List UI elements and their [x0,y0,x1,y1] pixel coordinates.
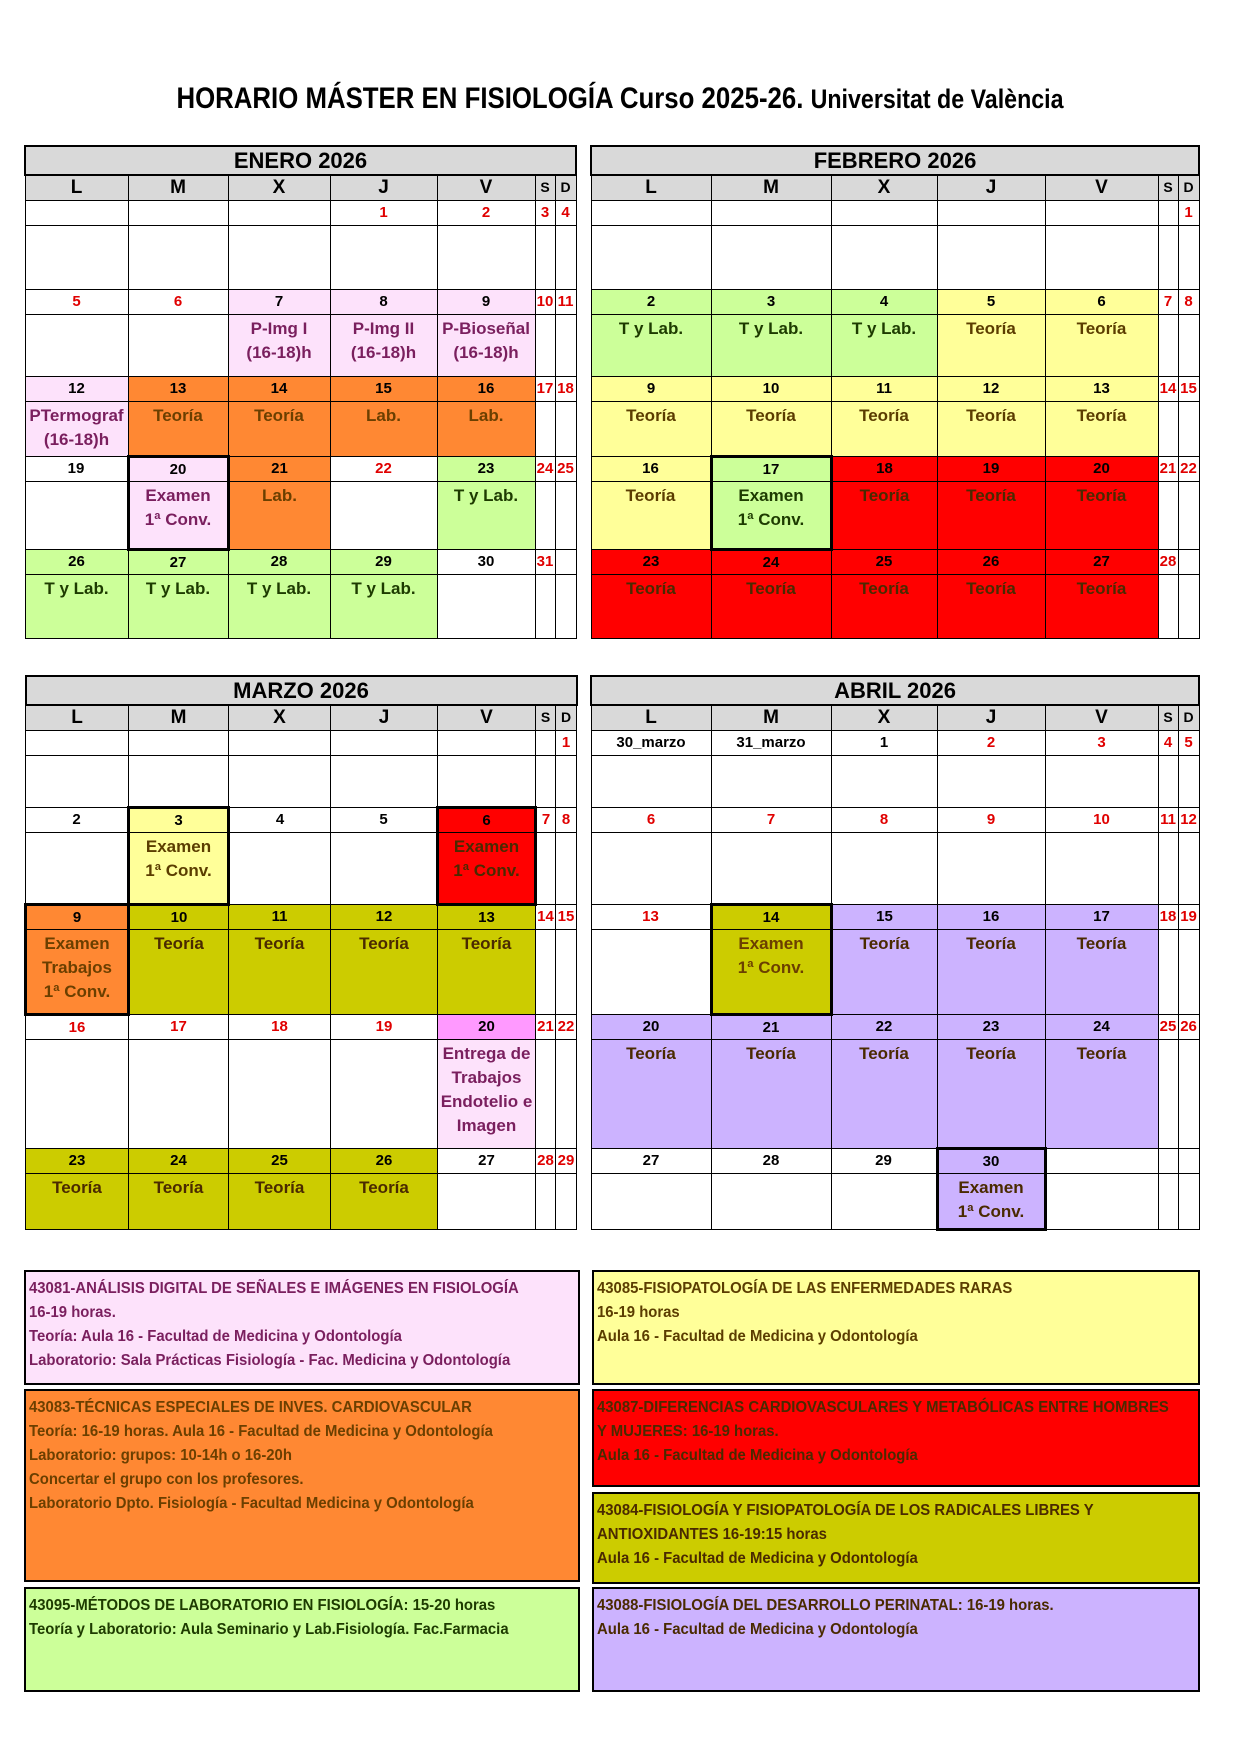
day-number: 12 [1178,807,1199,832]
session-cell: Teoría [1045,574,1158,638]
exam-cell: Examen 1ª Conv. [711,929,831,1014]
session-cell: P-Img I (16-18)h [228,314,330,376]
session-cell: T y Lab. [128,574,228,638]
day-number: 24 [129,1148,229,1173]
exam-cell: Examen 1ª Conv. [937,1173,1045,1229]
session-cell: Lab. [437,401,535,456]
session-cell: Teoría [937,1039,1045,1148]
day-number: 4 [831,289,937,314]
day-number: 10 [1045,807,1158,832]
day-number: 15 [831,904,937,929]
day-number: 30_marzo [591,730,711,755]
day-number: 3 [535,200,555,225]
day-number: 22 [1178,456,1199,481]
day-number: 20 [438,1014,536,1039]
day-number: 18 [555,376,576,401]
day-number: 23 [937,1014,1045,1039]
weekday-header: D [1178,175,1199,200]
session-cell: Teoría [229,1173,331,1229]
day-number: 3 [1045,730,1158,755]
day-number: 9 [937,807,1045,832]
day-number [25,200,128,225]
day-number: 31_marzo [711,730,831,755]
exam-cell: Examen 1ª Conv. [711,481,831,549]
weekday-header: V [1045,705,1158,730]
session-cell: Teoría [1045,481,1158,549]
session-cell: Teoría [438,929,536,1014]
day-number: 9 [26,904,129,929]
day-number: 21 [536,1014,556,1039]
day-number [128,200,228,225]
day-number: 19 [331,1014,438,1039]
weekday-header: V [438,705,536,730]
session-cell: Teoría [831,401,937,456]
day-number: 16 [26,1014,129,1039]
weekday-header: L [591,705,711,730]
day-number: 14 [1158,376,1178,401]
day-number: 27 [1045,549,1158,574]
day-number: 13 [128,376,228,401]
session-cell: Teoría [831,929,937,1014]
day-number: 2 [437,200,535,225]
day-number: 5 [331,807,438,832]
calendar-febrero [590,145,1200,639]
day-number: 25 [1158,1014,1178,1039]
day-number: 19 [25,456,128,481]
day-number: 7 [536,807,556,832]
session-cell: Teoría [711,1039,831,1148]
day-number: 30 [437,549,535,574]
day-number: 18 [229,1014,331,1039]
day-number: 10 [129,904,229,929]
day-number: 23 [26,1148,129,1173]
session-cell: P-Img II (16-18)h [330,314,437,376]
day-number: 31 [535,549,555,574]
session-cell: Teoría [1045,929,1158,1014]
day-number: 24 [535,456,555,481]
day-number: 5 [1178,730,1199,755]
day-number: 16 [591,456,711,481]
weekday-header: J [937,175,1045,200]
day-number: 21 [711,1014,831,1039]
session-cell: T y Lab. [228,574,330,638]
page-title: HORARIO MÁSTER EN FISIOLOGÍA Curso 2025-26. Universitat de València [176,82,1064,115]
session-cell: Teoría [591,1039,711,1148]
legend-43083: 43083-TÉCNICAS ESPECIALES DE INVES. CARDIOVASCULAR Teoría: 16-19 horas. Aula 16 - Facultad de Medicina y Odontología Laboratorio: grupos: 10-14h o 16-20h Concertar el grupo con los profesores. Laboratorio Dpto. Fisiología - Facultad Medicina y Odontología [24,1389,580,1582]
day-number: 23 [437,456,535,481]
day-number: 13 [1045,376,1158,401]
weekday-header: L [25,175,128,200]
session-cell: Teoría [128,401,228,456]
session-cell: Teoría [591,481,711,549]
day-number: 11 [555,289,576,314]
day-number: 8 [556,807,577,832]
session-cell: T y Lab. [25,574,128,638]
weekday-header: D [1178,705,1199,730]
day-number: 29 [330,549,437,574]
day-number: 2 [937,730,1045,755]
day-number [228,200,330,225]
session-cell: Teoría [937,481,1045,549]
day-number: 15 [556,904,577,929]
day-number: 14 [228,376,330,401]
day-number: 19 [937,456,1045,481]
day-number: 8 [1178,289,1199,314]
day-number: 21 [1158,456,1178,481]
day-number: 16 [437,376,535,401]
session-cell: Teoría [1045,1039,1158,1148]
day-number: 12 [937,376,1045,401]
exam-cell: Examen 1ª Conv. [438,832,536,904]
weekday-header: X [831,175,937,200]
session-cell: Teoría [229,929,331,1014]
month-title: ENERO 2026 [25,146,576,175]
day-number: 9 [437,289,535,314]
session-cell: T y Lab. [330,574,437,638]
day-number: 30 [937,1148,1045,1173]
weekday-header: S [535,175,555,200]
session-cell: Teoría [1045,314,1158,376]
day-number: 28 [228,549,330,574]
day-number: 11 [1158,807,1178,832]
day-number: 2 [26,807,129,832]
day-number: 20 [591,1014,711,1039]
day-number: 3 [129,807,229,832]
weekday-header: D [555,175,576,200]
day-number: 17 [1045,904,1158,929]
session-cell: Teoría [591,401,711,456]
session-cell: Teoría [831,1039,937,1148]
weekday-header: S [536,705,556,730]
day-number: 7 [1158,289,1178,314]
weekday-header: X [831,705,937,730]
weekday-header: S [1158,175,1178,200]
calendar-marzo [24,675,578,1230]
calendar-abril [590,675,1200,1231]
day-number: 7 [711,807,831,832]
calendar-enero [24,145,577,639]
weekday-header: L [26,705,129,730]
day-number: 12 [25,376,128,401]
session-cell: Teoría [937,314,1045,376]
day-number: 3 [711,289,831,314]
day-number: 8 [831,807,937,832]
day-number: 19 [1178,904,1199,929]
weekday-header: S [1158,705,1178,730]
weekday-header: M [128,175,228,200]
day-number: 25 [229,1148,331,1173]
day-number: 18 [831,456,937,481]
weekday-header: M [711,175,831,200]
day-number: 6 [1045,289,1158,314]
weekday-header: D [556,705,577,730]
session-cell: Teoría [331,1173,438,1229]
session-cell: Teoría [831,574,937,638]
day-number: 1 [330,200,437,225]
weekday-header: V [1045,175,1158,200]
day-number: 1 [831,730,937,755]
day-number: 10 [535,289,555,314]
day-number: 14 [711,904,831,929]
deadline-cell: Entrega de Trabajos Endotelio e Imagen [438,1039,536,1148]
day-number: 14 [536,904,556,929]
day-number: 21 [228,456,330,481]
month-title: ABRIL 2026 [591,676,1199,705]
weekday-header: J [331,705,438,730]
exam-cell: Examen 1ª Conv. [128,481,228,549]
day-number: 4 [229,807,331,832]
exam-cell: Examen 1ª Conv. [129,832,229,904]
day-number: 11 [831,376,937,401]
day-number: 18 [1158,904,1178,929]
session-cell: PTermograf (16-18)h [25,401,128,456]
day-number: 27 [438,1148,536,1173]
session-cell: Teoría [831,481,937,549]
session-cell: T y Lab. [831,314,937,376]
legend-43081: 43081-ANÁLISIS DIGITAL DE SEÑALES E IMÁGENES EN FISIOLOGÍA 16-19 horas. Teoría: Aula 16 - Facultad de Medicina y Odontología Laboratorio: Sala Prácticas Fisiología - Fac. Medicina y Odontología [24,1270,580,1385]
session-cell: Teoría [129,1173,229,1229]
weekday-header: M [129,705,229,730]
day-number: 12 [331,904,438,929]
session-cell: Teoría [937,929,1045,1014]
session-cell: T y Lab. [711,314,831,376]
day-number: 1 [556,730,577,755]
weekday-header: J [330,175,437,200]
day-number: 28 [1158,549,1178,574]
day-number: 28 [711,1148,831,1173]
day-number: 15 [1178,376,1199,401]
day-number: 6 [128,289,228,314]
day-number: 24 [1045,1014,1158,1039]
weekday-header: L [591,175,711,200]
session-cell: Teoría [331,929,438,1014]
day-number: 15 [330,376,437,401]
day-number: 28 [536,1148,556,1173]
session-cell: Teoría [711,401,831,456]
day-number: 9 [591,376,711,401]
day-number: 17 [535,376,555,401]
session-cell: Lab. [228,481,330,549]
weekday-header: J [937,705,1045,730]
session-cell: Teoría [228,401,330,456]
legend-43087: 43087-DIFERENCIAS CARDIOVASCULARES Y METABÓLICAS ENTRE HOMBRES Y MUJERES: 16-19 horas. Aula 16 - Facultad de Medicina y Odontología [592,1389,1200,1487]
weekday-header: X [228,175,330,200]
day-number: 16 [937,904,1045,929]
day-number: 4 [1158,730,1178,755]
day-number: 25 [555,456,576,481]
session-cell: Teoría [26,1173,129,1229]
day-number: 10 [711,376,831,401]
legend-43085: 43085-FISIOPATOLOGÍA DE LAS ENFERMEDADES RARAS 16-19 horas Aula 16 - Facultad de Medicina y Odontología [592,1270,1200,1385]
session-cell: Teoría [711,574,831,638]
day-number: 24 [711,549,831,574]
day-number: 4 [555,200,576,225]
day-number: 13 [438,904,536,929]
day-number: 17 [129,1014,229,1039]
day-number: 26 [25,549,128,574]
weekday-header: M [711,705,831,730]
weekday-header: V [437,175,535,200]
weekday-header: X [229,705,331,730]
day-number [555,549,576,574]
day-number: 26 [1178,1014,1199,1039]
day-number: 26 [937,549,1045,574]
session-cell: Teoría [1045,401,1158,456]
day-number: 6 [591,807,711,832]
day-number: 5 [937,289,1045,314]
day-number: 20 [128,456,228,481]
day-number: 5 [25,289,128,314]
session-cell: T y Lab. [591,314,711,376]
day-number: 26 [331,1148,438,1173]
session-cell: Lab. [330,401,437,456]
day-number: 23 [591,549,711,574]
session-cell: T y Lab. [437,481,535,549]
day-number: 25 [831,549,937,574]
month-title: MARZO 2026 [26,676,577,705]
day-number: 17 [711,456,831,481]
day-number: 11 [229,904,331,929]
day-number: 13 [591,904,711,929]
legend-43088: 43088-FISIOLOGÍA DEL DESARROLLO PERINATAL: 16-19 horas. Aula 16 - Facultad de Medicina y Odontología [592,1587,1200,1692]
day-number: 27 [128,549,228,574]
session-cell: Teoría [937,574,1045,638]
session-cell: Teoría [129,929,229,1014]
session-cell: P-Bioseñal (16-18)h [437,314,535,376]
day-number: 1 [1178,200,1199,225]
session-cell: Teoría [937,401,1045,456]
legend-43084: 43084-FISIOLOGÍA Y FISIOPATOLOGÍA DE LOS RADICALES LIBRES Y ANTIOXIDANTES 16-19:15 horas Aula 16 - Facultad de Medicina y Odontología [592,1492,1200,1584]
day-number: 27 [591,1148,711,1173]
day-number: 22 [831,1014,937,1039]
legend-43095: 43095-MÉTODOS DE LABORATORIO EN FISIOLOGÍA: 15-20 horas Teoría y Laboratorio: Aula Seminario y Lab.Fisiología. Fac.Farmacia [24,1587,580,1692]
day-number: 22 [556,1014,577,1039]
day-number: 22 [330,456,437,481]
day-number: 29 [831,1148,937,1173]
day-number: 6 [438,807,536,832]
day-number: 7 [228,289,330,314]
day-number: 2 [591,289,711,314]
exam-cell: Examen Trabajos 1ª Conv. [26,929,129,1014]
day-number: 8 [330,289,437,314]
day-number: 29 [556,1148,577,1173]
day-number: 20 [1045,456,1158,481]
month-title: FEBRERO 2026 [591,146,1199,175]
session-cell: Teoría [591,574,711,638]
